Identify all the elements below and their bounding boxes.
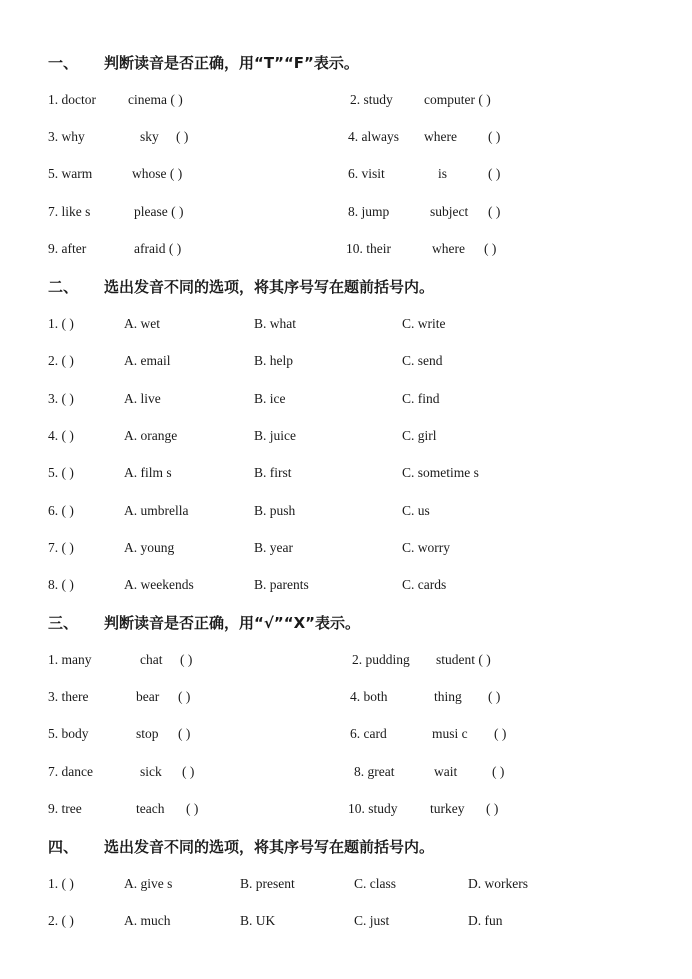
option-c: C. worry bbox=[402, 539, 450, 555]
option-b: B. first bbox=[254, 465, 292, 481]
word-a: 5. body bbox=[48, 726, 89, 741]
question-row bbox=[0, 202, 692, 222]
word-d: where bbox=[432, 241, 465, 256]
choice-row bbox=[0, 911, 692, 931]
word-c: 4. always bbox=[348, 129, 399, 144]
word-d-with-blank: student ( ) bbox=[436, 652, 491, 667]
question-row bbox=[0, 799, 692, 819]
section-title: 选出发音不同的选项，将其序号写在题前括号内。 bbox=[104, 838, 435, 856]
word-b: chat bbox=[140, 652, 163, 667]
option-a: A. umbrella bbox=[124, 502, 189, 518]
section-1-heading bbox=[48, 52, 359, 73]
option-c: C. send bbox=[402, 353, 443, 369]
answer-blank[interactable]: ( ) bbox=[494, 726, 507, 741]
option-a: A. film s bbox=[124, 465, 172, 481]
word-b-with-blank: cinema ( ) bbox=[128, 92, 183, 107]
question-row bbox=[0, 239, 692, 259]
option-a: A. weekends bbox=[124, 577, 194, 593]
answer-blank[interactable]: 1. ( ) bbox=[48, 316, 74, 331]
word-a: 9. after bbox=[48, 241, 87, 256]
answer-blank[interactable]: ( ) bbox=[488, 166, 501, 181]
option-b: B. year bbox=[254, 539, 293, 555]
word-a: 9. tree bbox=[48, 801, 82, 816]
section-title: 判断读音是否正确，用“T”“F”表示。 bbox=[104, 54, 359, 72]
choice-row bbox=[0, 538, 692, 558]
word-a: 7. dance bbox=[48, 764, 93, 779]
option-a: A. email bbox=[124, 353, 171, 369]
question-row bbox=[0, 724, 692, 744]
choice-row bbox=[0, 426, 692, 446]
option-d: D. workers bbox=[468, 876, 528, 891]
option-b: B. push bbox=[254, 502, 296, 518]
question-row bbox=[0, 127, 692, 147]
word-a: 5. warm bbox=[48, 166, 93, 181]
word-a: 3. why bbox=[48, 129, 85, 144]
word-c: 10. their bbox=[346, 241, 391, 256]
option-b: B. juice bbox=[254, 427, 296, 443]
word-b-with-blank: afraid ( ) bbox=[134, 241, 182, 256]
option-b: B. parents bbox=[254, 577, 309, 593]
option-b: B. UK bbox=[240, 913, 276, 928]
option-c: C. us bbox=[402, 502, 430, 518]
option-d: D. fun bbox=[468, 913, 503, 928]
answer-blank[interactable]: ( ) bbox=[176, 129, 189, 144]
section-number: 四、 bbox=[48, 838, 79, 856]
answer-blank[interactable]: ( ) bbox=[178, 726, 191, 741]
word-b: sick bbox=[140, 764, 162, 779]
word-d: thing bbox=[434, 689, 462, 704]
word-b: sky bbox=[140, 129, 159, 144]
word-c: 2. study bbox=[350, 92, 393, 107]
word-a: 3. there bbox=[48, 689, 89, 704]
section-2-heading bbox=[48, 276, 434, 297]
word-d: subject bbox=[430, 204, 469, 219]
option-c: C. girl bbox=[402, 427, 437, 443]
answer-blank[interactable]: ( ) bbox=[180, 652, 193, 667]
question-row bbox=[0, 762, 692, 782]
section-3-heading bbox=[48, 612, 360, 633]
answer-blank[interactable]: 4. ( ) bbox=[48, 427, 74, 443]
option-a: A. young bbox=[124, 539, 175, 555]
answer-blank[interactable]: ( ) bbox=[186, 801, 199, 816]
answer-blank[interactable]: ( ) bbox=[484, 241, 497, 256]
word-d-with-blank: computer ( ) bbox=[424, 92, 491, 107]
word-b-with-blank: please ( ) bbox=[134, 204, 184, 219]
answer-blank[interactable]: 7. ( ) bbox=[48, 539, 74, 555]
word-c: 6. visit bbox=[348, 166, 385, 181]
question-row bbox=[0, 687, 692, 707]
option-c: C. just bbox=[354, 913, 390, 928]
option-a: A. give s bbox=[124, 876, 173, 891]
answer-blank[interactable]: ( ) bbox=[488, 204, 501, 219]
choice-row bbox=[0, 351, 692, 371]
answer-blank[interactable]: 3. ( ) bbox=[48, 390, 74, 406]
section-number: 三、 bbox=[48, 614, 79, 632]
word-d: is bbox=[438, 166, 448, 181]
option-b: B. present bbox=[240, 876, 295, 891]
word-a: 1. doctor bbox=[48, 92, 96, 107]
section-number: 二、 bbox=[48, 278, 79, 296]
word-d: musi c bbox=[432, 726, 468, 741]
answer-blank[interactable]: 2. ( ) bbox=[48, 353, 74, 369]
word-a: 7. like s bbox=[48, 204, 91, 219]
word-d: where bbox=[424, 129, 457, 144]
answer-blank[interactable]: ( ) bbox=[486, 801, 499, 816]
word-b: bear bbox=[136, 689, 160, 704]
word-c: 10. study bbox=[348, 801, 398, 816]
answer-blank[interactable]: ( ) bbox=[182, 764, 195, 779]
choice-row bbox=[0, 501, 692, 521]
answer-blank[interactable]: 5. ( ) bbox=[48, 465, 74, 481]
word-d: turkey bbox=[430, 801, 465, 816]
question-row bbox=[0, 164, 692, 184]
word-c: 4. both bbox=[350, 689, 388, 704]
option-c: C. class bbox=[354, 876, 396, 891]
option-c: C. write bbox=[402, 316, 446, 331]
word-b: teach bbox=[136, 801, 165, 816]
section-4-heading bbox=[48, 836, 434, 857]
word-a: 1. many bbox=[48, 652, 92, 667]
section-title: 判断读音是否正确，用“√”“X”表示。 bbox=[104, 614, 361, 632]
word-b-with-blank: whose ( ) bbox=[132, 166, 183, 181]
word-d: wait bbox=[434, 764, 458, 779]
option-b: B. what bbox=[254, 316, 296, 331]
word-c: 8. jump bbox=[348, 204, 390, 219]
word-c: 8. great bbox=[354, 764, 395, 779]
choice-row bbox=[0, 575, 692, 595]
answer-blank[interactable]: 8. ( ) bbox=[48, 577, 74, 593]
question-row bbox=[0, 650, 692, 670]
question-row bbox=[0, 90, 692, 110]
choice-row bbox=[0, 874, 692, 894]
option-a: A. much bbox=[124, 913, 171, 928]
answer-blank[interactable]: ( ) bbox=[492, 764, 505, 779]
choice-row bbox=[0, 463, 692, 483]
option-c: C. sometime s bbox=[402, 465, 479, 481]
answer-blank[interactable]: ( ) bbox=[178, 689, 191, 704]
answer-blank[interactable]: ( ) bbox=[488, 129, 501, 144]
option-c: C. find bbox=[402, 390, 440, 406]
answer-blank[interactable]: 1. ( ) bbox=[48, 876, 74, 891]
word-c: 2. pudding bbox=[352, 652, 410, 667]
option-c: C. cards bbox=[402, 577, 447, 593]
option-a: A. live bbox=[124, 390, 161, 406]
option-a: A. orange bbox=[124, 427, 178, 443]
option-b: B. ice bbox=[254, 390, 286, 406]
word-c: 6. card bbox=[350, 726, 387, 741]
choice-row bbox=[0, 389, 692, 409]
answer-blank[interactable]: 2. ( ) bbox=[48, 913, 74, 928]
choice-row bbox=[0, 314, 692, 334]
section-title: 选出发音不同的选项，将其序号写在题前括号内。 bbox=[104, 278, 435, 296]
answer-blank[interactable]: ( ) bbox=[488, 689, 501, 704]
answer-blank[interactable]: 6. ( ) bbox=[48, 502, 74, 518]
option-a: A. wet bbox=[124, 316, 160, 331]
word-b: stop bbox=[136, 726, 159, 741]
option-b: B. help bbox=[254, 353, 293, 369]
section-number: 一、 bbox=[48, 54, 79, 72]
